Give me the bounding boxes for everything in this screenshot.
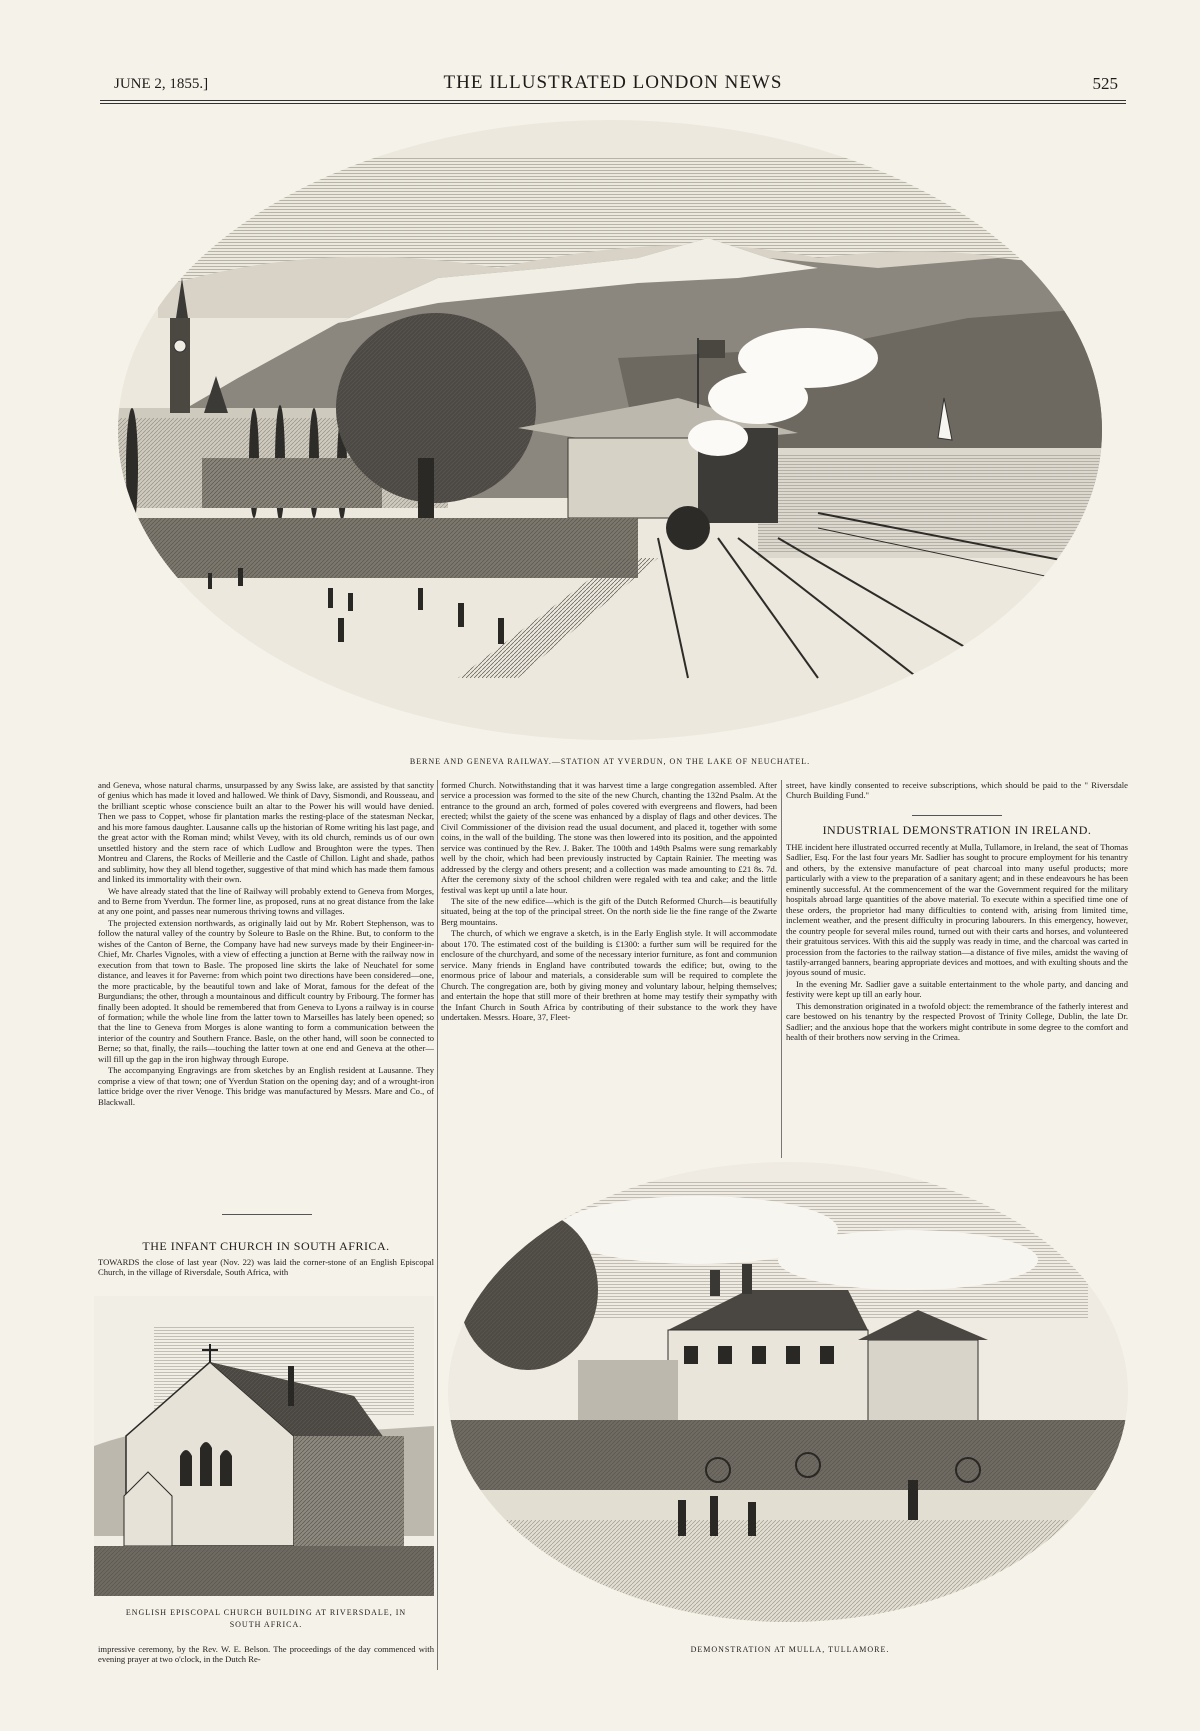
column-divider-1 [437, 780, 438, 1670]
mulla-caption: DEMONSTRATION AT MULLA, TULLAMORE. [690, 1645, 890, 1654]
railway-caption: BERNE AND GENEVA RAILWAY.—STATION AT YVERDUN, ON THE LAKE OF NEUCHATEL. [409, 757, 811, 766]
infant-church-heading: THE INFANT CHURCH IN SOUTH AFRICA. [142, 1239, 390, 1253]
col1-paragraph-3: The projected extension northwards, as originally laid out by Mr. Robert Stephenson, was to follow the natural valley of the country by Soleure to Basle on the Rhine. But, to conform to the wishes of the Canton of Berne, the Company have had new surveys made by their Engineer-in-Chief, Mr. Charles Vignoles, with a view of effecting a junction at Berne with the railway now in execution from that town to Basle. The proposed line skirts the lake of Neuchatel for some distance, and leaves it for Paverne: from which point two directions have been considered—one, the more practicable, by the beautiful town and lake of Morat, famous for the defeat of the Burgundians; the other, through a mountainous and difficult country by Fribourg. The former has finally been adopted. It should be remembered that from Geneva to Lyons a railway is in course of formation; while the whole line from the latter town to Marseilles has lately been opened; so that the line to Geneva from Morges is alone wanting to form a communication between the interior of the country and Southern France. Basle, on the other hand, will soon be connected to Berne; so that, finally, the rails—touching the latter town at one end and Geneva at the other—will fill up the gap in the iron highway through Europe. [98, 917, 434, 1064]
church-caption-line2: SOUTH AFRICA. [229, 1620, 303, 1629]
col3-paragraph-2: THE incident here illustrated occurred recently at Mulla, Tullamore, in Ireland, the seat of Thomas Sadlier, Esq. For the last four years Mr. Sadlier has sought to procure employment for his tenantry and others, by the extensive manufacture of peat charcoal into many useful products; more particularly with a view to the preparation of a sanitary agent; and in these endeavours he has been eminently successful. At the commencement of the war the Government required for the military hospitals abroad large quantities of the above material. To execute within a specified time one of these orders, the proprietor had many difficulties to contend with, arising from limited time, inclement weather, and the present difficulty in procuring labourers. In this emergency, however, the country people for several miles round, turned out with their carts and horses, and volunteered their gratuitous services. With this aid the supply was ready in time, and the charcoal was carted in procession from the factories to the railway station—a distance of five miles, amidst the waving of tastily-arranged banners, bearing appropriate devices and mottoes, and with exulting shouts and the joyous sound of music. [786, 842, 1128, 978]
col1-paragraph-2: We have already stated that the line of Railway will probably extend to Geneva from Morges, and to Berne from Yverdun. The former line, as proposed, runs at no great distance from the lake at any one point, and passes near numerous thriving towns and villages. [98, 885, 434, 917]
page-number: 525 [1092, 74, 1118, 93]
section-rule-2 [912, 815, 1002, 816]
col1-paragraph-4: The accompanying Engravings are from sketches by an English resident at Lausanne. They comprise a view of that town; one of Yverdun Station on the opening day; and of a wrought-iron lattice bridge over the river Venoge. This bridge was manufactured by Messrs. Mare and Co., of Blackwall. [98, 1065, 434, 1107]
col3-paragraph-3: In the evening Mr. Sadlier gave a suitable entertainment to the whole party, and dancing and festivity were kept up till an early hour. [786, 978, 1128, 1000]
col2-paragraph-1: formed Church. Notwithstanding that it was harvest time a large congregation assembled. After service a procession was formed to the site of the new Church, chanting the 132nd Psalm. At the entrance to the ground an arch, formed of poles covered with evergreens and flowers, had been erected; whilst the gaiety of the scene was enhanced by a display of flags and other devices. The Civil Commissioner of the division read the usual document, and placed it, together with some coins, in the wall of the building. The stone was then lowered into its position, and the appointed service was continued by the Rev. J. Baker. The 100th and 149th Psalms were sung remarkably well by the choir, which had been previously instructed by Captain Rainier. The meeting was addressed by the clergy and others present; and a collection was made amounting to £21 8s. 7d. After the ceremony sixty of the school children were regaled with tea and cake; and the little festival was kept up until a late hour. [441, 780, 777, 895]
mulla-demonstration-engraving [448, 1160, 1128, 1625]
railway-station-engraving [118, 118, 1102, 742]
col3-paragraph-4: This demonstration originated in a twofold object: the remembrance of the fatherly interest and care bestowed on his tenantry by the respected Provost of Trinity College, Dublin, the late Dr. Sadlier; and the anxious hope that the workers might contribute in some degree to the comfort and health of their brothers now serving in the Crimea. [786, 1000, 1128, 1043]
section-rule [222, 1214, 312, 1215]
church-engraving [94, 1296, 434, 1596]
issue-date: JUNE 2, 1855.] [114, 76, 209, 92]
industrial-demonstration-heading: INDUSTRIAL DEMONSTRATION IN IRELAND. [822, 823, 1092, 837]
col3-paragraph-1: street, have kindly consented to receive subscriptions, which should be paid to the " Riversdale Church Building Fund." [786, 780, 1128, 801]
column-divider-2 [781, 780, 782, 1158]
col1-paragraph-1: and Geneva, whose natural charms, unsurpassed by any Swiss lake, are assisted by that sanctity of genius which has made it loved and hallowed. We think of Davy, Sismondi, and Rousseau, and the brilliant sceptic whose conscience built an altar to the Power his will would have denied. Then we pass to Coppet, whose fir plantation marks the resting-place of the statesman Neckar, and his more famous daughter. Lausanne calls up the historian of Rome writing his last page, and the great actor with the Roman mind; whilst Vevey, with its old church, reminds us of our own unsettled history and the stern race of which Ludlow and Broughton were the types. Then Montreu and Clarens, the Rocks of Meillerie and the Castle of Chillon. Light and shade, pathos and sublimity, how they all blend together, suggestive of that mind which has made them famous and linked its immortality with their own. [98, 780, 434, 885]
col2-paragraph-2: The site of the new edifice—which is the gift of the Dutch Reformed Church—is beautifully situated, being at the top of the principal street. On the north side lie the fine range of the Zwarte Berg mountains. [441, 895, 777, 927]
church-caption-line1: ENGLISH EPISCOPAL CHURCH BUILDING AT RIVERSDALE, IN [125, 1608, 407, 1617]
column-2 [441, 780, 777, 1155]
col2-paragraph-3: The church, of which we engrave a sketch, is in the Early English style. It will accommodate about 170. The estimated cost of the building is £1300: a further sum will be required for the enclosure of the churchyard, and some of the necessary interior furniture, as font and communion service. Many friends in England have contributed towards the edifice; but, owing to the enormous price of labour and materials, a considerable sum will be required to complete the Church. The congregation are, both by giving money and voluntary labour, helping themselves; and entertain the hope that still more of their brethren at home may testify their sympathy with the Infant Church in South Africa by contributing of their substance to the work they have undertaken. Messrs. Hoare, 37, Fleet- [441, 928, 777, 1022]
masthead-rule [100, 100, 1126, 101]
column-1 [98, 780, 434, 1212]
column-3-top [786, 780, 1128, 804]
infant-church-continued-block [98, 1644, 434, 1668]
newspaper-title: THE ILLUSTRATED LONDON NEWS [443, 72, 783, 93]
column-3 [786, 842, 1128, 1158]
infant-church-intro: TOWARDS the close of last year (Nov. 22) was laid the corner-stone of an English Episcopal Church, in the village of Riversdale, South Africa, with [98, 1257, 434, 1278]
infant-church-intro-block [98, 1257, 434, 1291]
masthead [100, 72, 1126, 98]
infant-church-continued: impressive ceremony, by the Rev. W. E. Belson. The proceedings of the day commenced with evening prayer at two o'clock, in the Dutch Re- [98, 1644, 434, 1665]
masthead-rule-thin [100, 103, 1126, 104]
